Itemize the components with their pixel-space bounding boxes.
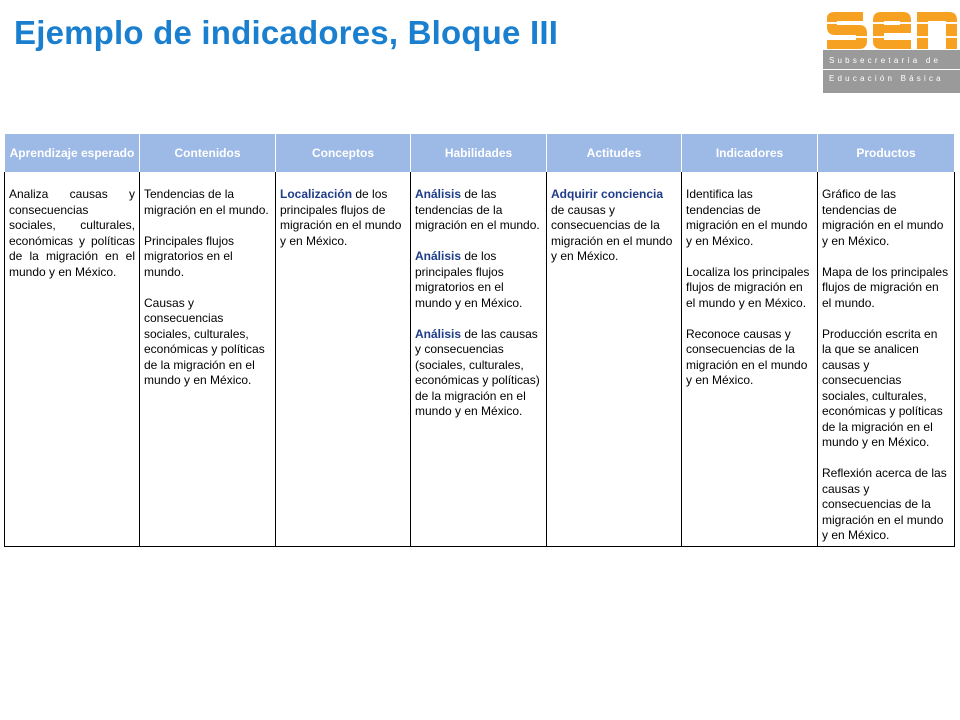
cell-text-rest: de los principales flujos de migración en el mundo y en México. xyxy=(280,187,402,248)
cell-text: Producción escrita en la que se analicen causas y consecuencias sociales, culturales, económicas y políticas de la migración en el mundo y en México. xyxy=(822,326,943,449)
cell-text: Tendencias de la migración en el mundo. xyxy=(144,187,269,217)
keyword: Análisis xyxy=(415,249,462,263)
cell-text xyxy=(415,249,542,311)
cell-habilidades xyxy=(411,172,547,546)
header-aprendizaje: Aprendizaje esperado xyxy=(5,134,140,172)
cell-text xyxy=(415,187,542,234)
cell-text: Gráfico de las tendencias de migración en el mundo y en México. xyxy=(822,187,944,248)
cell-text: Mapa de los principales flujos de migración en el mundo. xyxy=(822,264,949,310)
cell-productos xyxy=(818,172,955,546)
cell-text-rest: de los principales flujos migratorios en el mundo y en México. xyxy=(415,249,523,310)
cell-contenidos xyxy=(140,172,276,546)
sep-logo xyxy=(823,12,960,93)
cell-actitudes xyxy=(547,172,682,546)
cell-text-rest: de causas y consecuencias de la migración en el mundo y en México. xyxy=(551,202,673,263)
cell-text: Causas y consecuencias sociales, culturales, económicas y políticas de la migración en el mundo y en México. xyxy=(144,295,265,387)
logo-divider xyxy=(823,69,960,70)
header-habilidades: Habilidades xyxy=(411,134,547,172)
keyword: Análisis xyxy=(415,187,462,201)
indicators-table xyxy=(4,134,955,547)
cell-text xyxy=(415,327,542,420)
table-row xyxy=(5,172,955,546)
cell-text-rest: de las tendencias de la migración en el mundo. xyxy=(415,187,540,232)
keyword: Adquirir xyxy=(551,187,598,201)
logo-panel xyxy=(823,50,960,93)
cell-text xyxy=(551,187,677,265)
header-contenidos: Contenidos xyxy=(140,134,276,172)
table-header-row xyxy=(5,134,955,172)
cell-indicadores xyxy=(682,172,818,546)
cell-text: Analiza causas y consecuencias sociales, culturales, económicas y políticas de la migración en el mundo y en México. xyxy=(9,187,135,279)
header-conceptos: Conceptos xyxy=(276,134,411,172)
cell-text: Reflexión acerca de las causas y consecuencias de la migración en el mundo y en México. xyxy=(822,466,947,542)
cell-text xyxy=(280,187,406,249)
keyword: conciencia xyxy=(601,187,664,201)
logo-line-1: Subsecretaría de xyxy=(829,56,942,65)
cell-text-rest: de las causas y consecuencias (sociales, culturales, económicas y políticas) de la migración en el mundo y en México. xyxy=(415,326,540,418)
cell-conceptos xyxy=(276,172,411,546)
cell-text: Localiza los principales flujos de migración en el mundo y en México. xyxy=(686,264,810,310)
logo-line-2: Educación Básica xyxy=(829,74,944,83)
page-title: Ejemplo de indicadores, Bloque III xyxy=(14,14,559,51)
header-indicadores: Indicadores xyxy=(682,134,818,172)
cell-text: Reconoce causas y consecuencias de la migración en el mundo y en México. xyxy=(686,326,808,387)
header-productos: Productos xyxy=(818,134,955,172)
sep-logo-icon xyxy=(823,12,960,49)
keyword: Localización xyxy=(280,187,353,201)
keyword: Análisis xyxy=(415,326,462,341)
cell-aprendizaje xyxy=(5,172,140,546)
cell-text: Principales flujos migratorios en el mundo. xyxy=(144,233,235,279)
header-actitudes: Actitudes xyxy=(547,134,682,172)
cell-text: Identifica las tendencias de migración en el mundo y en México. xyxy=(686,187,808,248)
